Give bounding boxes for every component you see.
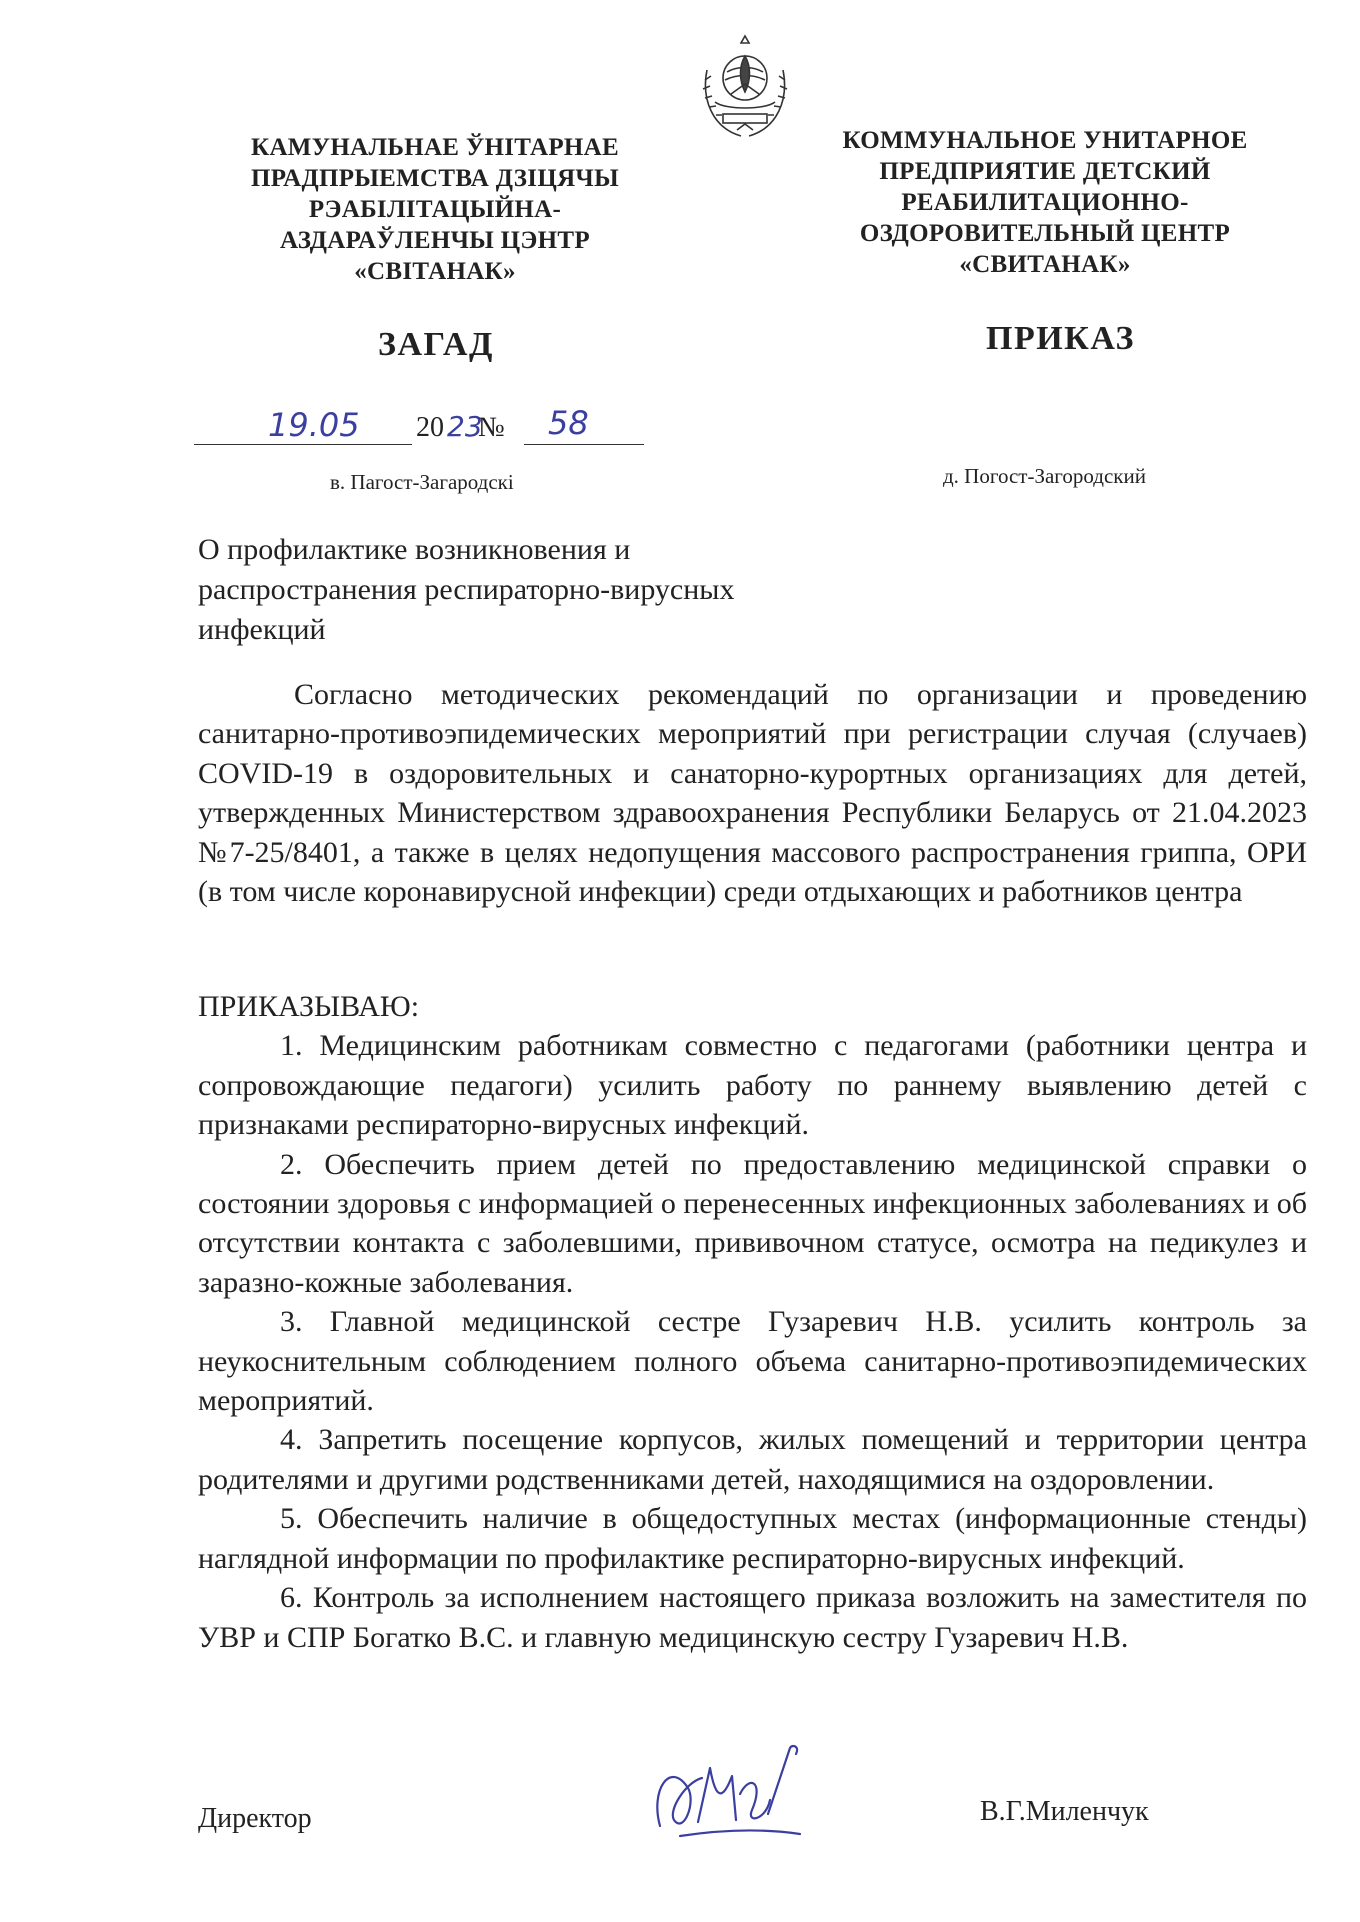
place-be: в. Пагост-Загародскі xyxy=(330,470,514,494)
year-prefix: 20 xyxy=(416,412,444,443)
intro-paragraph: Согласно методических рекомендаций по организации и проведению санитарно-противоэпидемических мероприятий при регистрации случая (случаев) COVID-19 в оздоровительных и санаторно-курортных организациях для детей, утвержденных Министерством здравоохранения Республики Беларусь от 21.04.2023 №7-25/8401, а также в целях недопущения массового распространения гриппа, ОРИ (в том числе коронавирусной инфекции) среди отдыхающих и работников центра xyxy=(198,678,1307,909)
year-suffix: 23 xyxy=(447,410,483,443)
org-name-ru-line: ОЗДОРОВИТЕЛЬНЫЙ ЦЕНТР xyxy=(859,220,1231,247)
signer-name: В.Г.Миленчук xyxy=(980,1796,1149,1827)
order-date: 19.05 xyxy=(268,406,360,444)
org-name-ru-line: РЕАБИЛИТАЦИОННО- xyxy=(901,189,1189,216)
order-subject xyxy=(198,530,734,650)
org-name-be xyxy=(205,132,665,287)
order-item: 2. Обеспечить прием детей по предоставлению медицинской справки о состоянии здоровья с информацией о перенесенных инфекционных заболеваниях и об отсутствии контакта с заболевшими, прививочном статусе, осмотра на педикулез и заразно-кожные заболевания. xyxy=(198,1147,1307,1299)
org-name-ru-line: «СВИТАНАК» xyxy=(959,251,1131,278)
date-number-line xyxy=(194,406,646,450)
order-item: 1. Медицинским работникам совместно с педагогами (работники центра и сопровождающие педагоги) усилить работу по раннему выявлению детей с признаками респираторно-вирусных инфекций. xyxy=(198,1029,1307,1142)
order-item: 5. Обеспечить наличие в общедоступных местах (информационные стенды) наглядной информации по профилактике респираторно-вирусных инфекций. xyxy=(198,1502,1307,1575)
number-underline xyxy=(524,444,644,445)
place-ru: д. Погост-Загородский xyxy=(943,464,1146,488)
order-item: 6. Контроль за исполнением настоящего приказа возложить на заместителя по УВР и СПР Богатко В.С. и главную медицинскую сестру Гузаревич Н.В. xyxy=(198,1581,1307,1654)
handwritten-signature xyxy=(640,1730,810,1850)
org-name-be-line: АЗДАРАЎЛЕНЧЫ ЦЭНТР xyxy=(280,227,590,254)
org-name-be-line: «СВІТАНАК» xyxy=(354,258,516,285)
document-title-ru: ПРИКАЗ xyxy=(986,320,1135,357)
order-item: 3. Главной медицинской сестре Гузаревич Н.В. усилить контроль за неукоснительным соблюдением полного объема санитарно-противоэпидемических мероприятий. xyxy=(198,1305,1307,1418)
belarus-emblem-icon xyxy=(693,30,797,146)
document-title-be: ЗАГАД xyxy=(378,326,494,363)
org-name-be-line: РЭАБІЛІТАЦЫЙНА- xyxy=(308,196,562,223)
orders-heading: ПРИКАЗЫВАЮ: xyxy=(198,990,420,1023)
org-name-ru-line: КОММУНАЛЬНОЕ УНИТАРНОЕ xyxy=(842,127,1248,154)
order-subject-line: О профилактике возникновения и xyxy=(198,533,631,566)
orders-section xyxy=(198,987,1307,1657)
number-sign: № xyxy=(478,412,505,443)
order-item: 4. Запретить посещение корпусов, жилых помещений и территории центра родителями и другими родственниками детей, находящимися на оздоровлении. xyxy=(198,1423,1307,1496)
order-number: 58 xyxy=(548,404,589,442)
org-name-ru-line: ПРЕДПРИЯТИЕ ДЕТСКИЙ xyxy=(879,158,1211,185)
intro-section xyxy=(198,675,1307,911)
org-name-be-line: ПРАДПРЫЕМСТВА ДЗІЦЯЧЫ xyxy=(251,165,619,192)
signer-role: Директор xyxy=(198,1803,312,1834)
order-subject-line: распространения респираторно-вирусных xyxy=(198,573,735,606)
org-name-be-line: КАМУНАЛЬНАЕ ЎНІТАРНАЕ xyxy=(251,134,619,161)
order-subject-line: инфекций xyxy=(198,613,326,646)
date-underline xyxy=(194,444,412,445)
org-name-ru xyxy=(815,125,1275,280)
